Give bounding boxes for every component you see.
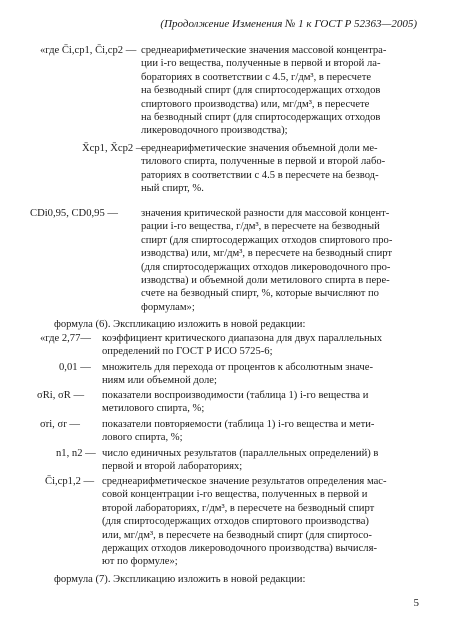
def-term-n: n1, n2 — [56, 448, 96, 459]
page-number: 5 [413, 596, 419, 609]
def-term-c-avg-12: C̄i,ср1,2 — [45, 476, 95, 487]
def-desc-sigma-r-cap: показатели воспроизводимости (таблица 1) i-го вещества и метилового спирта, %; [102, 390, 369, 415]
def-term-277: «где 2,77— [40, 333, 91, 344]
def-desc-c-avg-12: среднеарифметическое значение результатов определения мас- совой концентрации i-го вещества, полученных в первой и второй лабораториях, г/дм³, в пересчете на безводный спирт (для спиртосодержащих отходов спиртового производства) или, мг/дм³, в пересчете на безводный спирт (для спиртосо- держащих отходов ликероводочного производства) вычисля- ют по формуле»; [102, 476, 387, 568]
def-desc-n: число единичных результатов (параллельных определений) в первой и второй лабораториях; [102, 448, 379, 473]
def-term-001: 0,01 — [59, 362, 91, 373]
page-header: (Продолжение Изменения № 1 к ГОСТ Р 52363—2005) [160, 18, 417, 30]
formula-6-instruction: формула (6). Экспликацию изложить в новой редакции: [54, 319, 306, 330]
def-desc-cd: значения критической разности для массовой концент- рации i-го вещества, г/дм³, в пересчете на безводный спирт (для спиртосодержащих отходов спиртового про- изводства) или, мг/дм³, в пересчете на безводный спирт (для спиртосодержащих отходов ликероводочного про- изводства) и объемной доли метилового спирта в пере- счете на безводный спирт, %, которые вычисляют по формулам»; [141, 208, 393, 313]
def-term-cd: CDi0,95, CD0,95 — [30, 208, 118, 219]
def-term-sigma-r-cap: σRi, σR — [37, 390, 85, 401]
def-desc-x-avg: среднеарифметические значения объемной доли ме- тилового спирта, полученные в первой и второй лабо- раториях в соответствии с 4.5 в пересчете на безвод- ный спирт, %. [141, 143, 386, 195]
def-desc-277: коэффициент критического диапазона для двух параллельных определений по ГОСТ Р ИСО 5725-6; [102, 333, 383, 358]
def-term-x-avg: X̄ср1, X̄ср2 — [82, 143, 147, 154]
def-term-sigma-r: σri, σr — [40, 419, 80, 430]
def-term-c-avg: «где C̄i,ср1, C̄i,ср2 — [40, 45, 137, 56]
def-desc-c-avg: среднеарифметические значения массовой концентра- ции i-го вещества, полученные в первой и второй ла- бораториях в соответствии с 4.5, г/дм³, в пересчете на безводный спирт (для спиртосодержащих отходов спиртового производства) или, мг/дм³, в пересчете на безводный спирт (для спиртосодержащих отходов ликероводочного производства); [141, 45, 387, 137]
formula-7-instruction: формула (7). Экспликацию изложить в новой редакции: [54, 574, 306, 585]
def-desc-001: множитель для перехода от процентов к абсолютным значе- ниям или объемной доле; [102, 362, 373, 387]
def-desc-sigma-r: показатели повторяемости (таблица 1) i-го вещества и мети- лового спирта, %; [102, 419, 375, 444]
